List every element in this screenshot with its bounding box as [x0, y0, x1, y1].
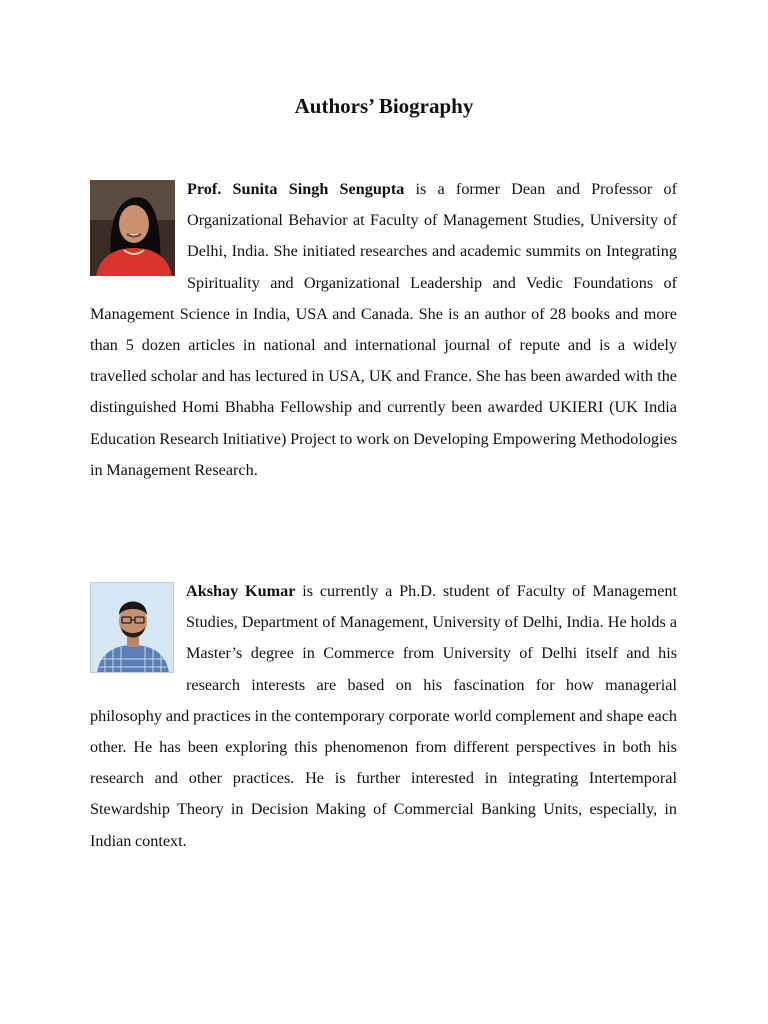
- author-photo-2: [90, 582, 174, 673]
- author-name-1: Prof. Sunita Singh Sengupta: [187, 180, 405, 198]
- author-name-2: Akshay Kumar: [186, 582, 296, 600]
- author-bio-1: [90, 174, 677, 486]
- author-photo-1: [90, 180, 175, 276]
- author-bio-2: [90, 576, 677, 857]
- page-title: Authors’ Biography: [294, 94, 474, 118]
- author-bio-text-2: is currently a Ph.D. student of Faculty of Management Studies, Department of Management, University of Delhi, India. He holds a Master’s degree in Commerce from University of Delhi itself and his research interests are based on his fascination for how managerial philosophy and practices in the contemporary corporate world complement and shape each other. He has been exploring this phenomenon from different perspectives in both his research and other practices. He is further interested in integrating Intertemporal Stewardship Theory in Decision Making of Commercial Banking Units, especially, in Indian context.: [90, 582, 678, 850]
- author-bio-text-1: is a former Dean and Professor of Organizational Behavior at Faculty of Management Studies, University of Delhi, India. She initiated researches and academic summits on Integrating Spirituality and Organizational Leadership and Vedic Foundations of Management Science in India, USA and Canada. She is an author of 28 books and more than 5 dozen articles in national and international journal of repute and is a widely travelled scholar and has lectured in USA, UK and France. She has been awarded with the distinguished Homi Bhabha Fellowship and currently been awarded UKIERI (UK India Education Research Initiative) Project to work on Developing Empowering Methodologies in Management Research.: [90, 180, 677, 479]
